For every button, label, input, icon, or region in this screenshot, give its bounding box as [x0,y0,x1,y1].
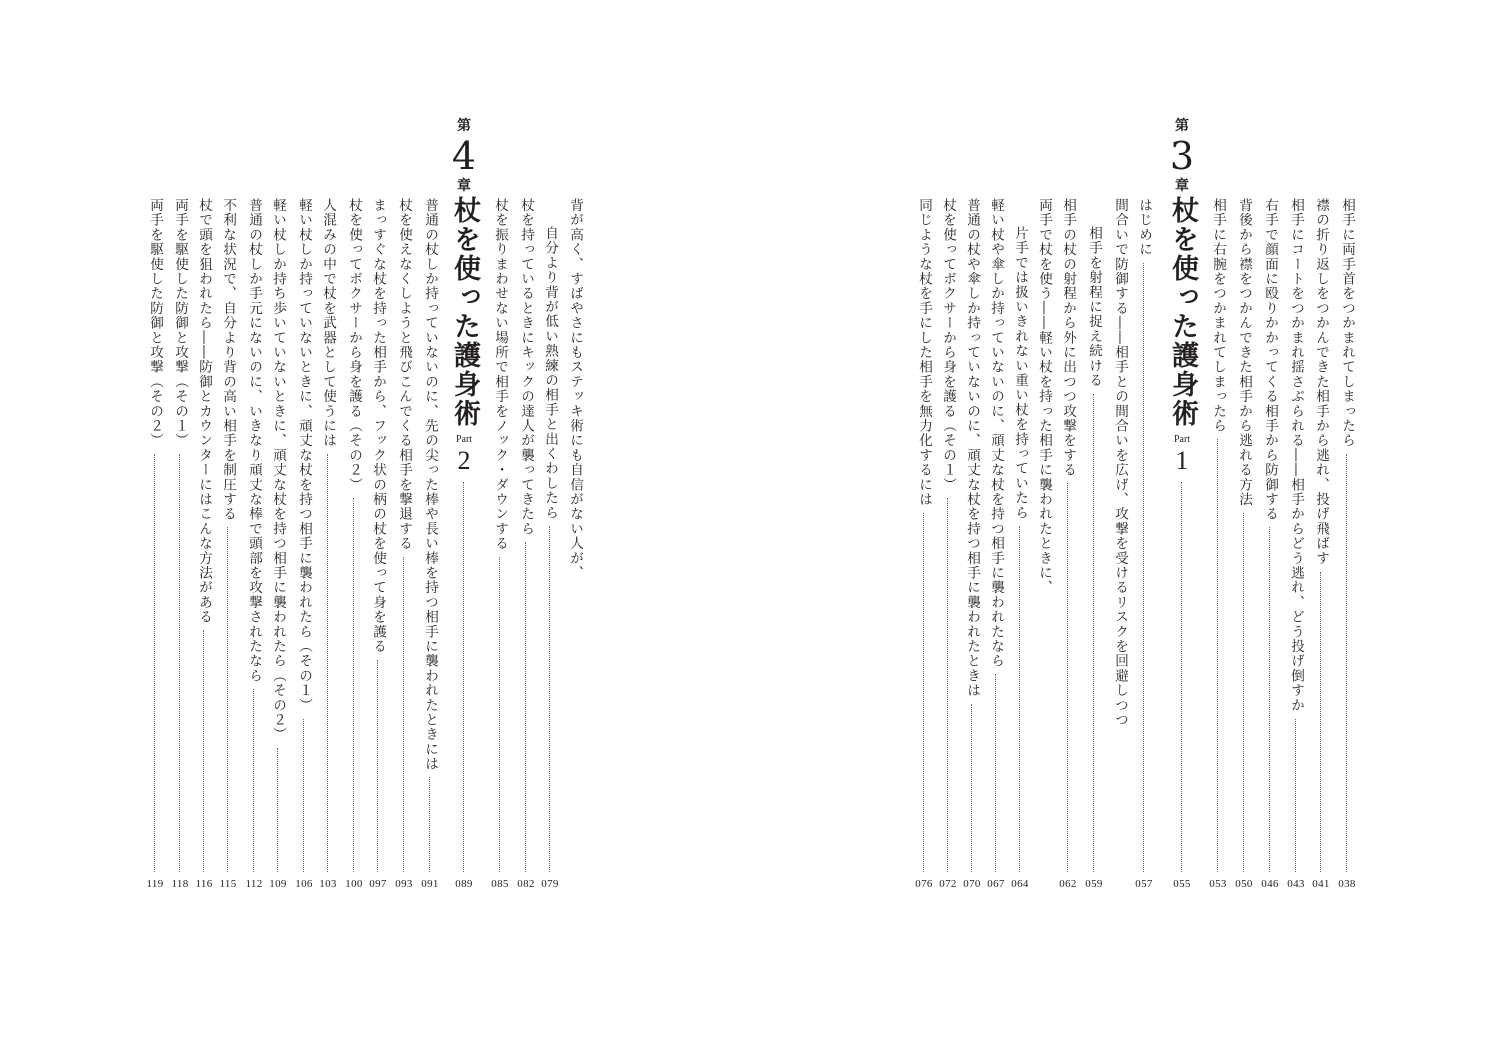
toc-entry[interactable] [192,0,216,890]
entry-title: 相手の杖の射程から外に出つつ攻撃をする [1060,198,1076,478]
entry-title: 普通の杖しか持っていないのに、先の尖った棒や長い棒を持つ相手に襲われたときには [422,198,438,772]
entry-title: 相手に両手首をつかまれてしまったら [1339,198,1355,448]
chapter-number: 3 [1169,134,1195,178]
entry-title: 襟の折り返しをつかんできた相手から逃れ、投げ飛ばす [1313,198,1329,566]
dot-leader [923,513,924,872]
entry-title: 両手で杖を使う――軽い杖を持った相手に襲われたときに、 [1036,198,1052,595]
page-number: 076 [915,878,933,890]
page-number: 091 [421,878,439,890]
toc-entry[interactable] [1258,0,1282,890]
toc-entry[interactable] [912,0,936,890]
page-number: 050 [1235,878,1253,890]
toc-entry[interactable] [1206,0,1230,890]
page-number: 106 [295,878,313,890]
page-number: 079 [541,878,559,890]
entry-title: 間合いで防御する――相手との間合いを広げ、攻撃を受けるリスクを回避しつつ [1112,198,1128,728]
dot-leader [179,454,180,872]
toc-page-chapter-3 [900,0,1360,1056]
dot-leader [947,498,948,872]
entry-title: 同じような杖を手にした相手を無力化するには [916,198,932,507]
entry-title: 杖を使ってボクサーから身を護る（その１） [940,198,956,492]
entry-title: 杖で頭を狙われたら――防御とカウンターにはこんな方法がある [196,198,212,625]
entry-title: 不利な状況で、自分より背の高い相手を制圧する [220,198,236,522]
page-number: 116 [195,878,213,890]
dot-leader [377,660,378,872]
dot-leader [463,482,464,872]
toc-entry[interactable] [1284,0,1308,890]
toc-entry[interactable] [292,0,316,890]
toc-entry[interactable] [143,0,167,890]
chapter-prefix: 第 [457,118,471,134]
dot-leader [403,557,404,872]
page-number: 053 [1209,878,1227,890]
entry-title: 相手に右腕をつかまれてしまったら [1210,198,1226,434]
page-number: 062 [1059,878,1077,890]
entry-title: 軽い杖しか持ち歩いていないときに、頑丈な杖を持つ相手に襲われたら（その２） [270,198,286,742]
entry-title: 杖を振りまわせない場所で相手をノック・ダウンする [492,198,508,551]
toc-entry[interactable] [418,0,442,890]
page-number: 064 [1011,878,1029,890]
part-number: 2 [457,446,471,475]
entry-title: 杖を使えなくしようと飛びこんでくる相手を撃退する [396,198,412,551]
toc-entry[interactable] [392,0,416,890]
page-number: 057 [1135,878,1153,890]
toc-entry[interactable] [1056,0,1080,890]
page-number: 067 [987,878,1005,890]
dot-leader [1019,526,1020,872]
dot-leader [1346,454,1347,872]
page-number: 119 [146,878,164,890]
entry-title: 片手では扱いきれない重い杖を持っていたら [1012,226,1028,520]
dot-leader [303,719,304,873]
toc-entry[interactable] [216,0,240,890]
toc-entry[interactable] [488,0,512,890]
page-number: 070 [963,878,981,890]
dot-leader [327,454,328,872]
dot-leader [277,748,278,872]
toc-entry[interactable] [1008,0,1032,890]
chapter-prefix: 第 [1175,118,1189,134]
dot-leader [1217,439,1218,872]
dot-leader [1067,483,1068,872]
page-number: 046 [1261,878,1279,890]
part-marker [444,434,484,476]
entry-title: 人混みの中で杖を武器として使うには [320,198,336,448]
chapter-number: 4 [451,134,477,178]
entry-title: 普通の杖や傘しか持っていないのに、頑丈な杖を持つ相手に襲われたときは [964,198,980,698]
part-title: 杖を使った護身術 [449,196,480,428]
entry-title: 背が高く、すばやさにもステッキ術にも自信がない人が、 [567,198,583,581]
toc-entry[interactable] [168,0,192,890]
dot-leader [499,557,500,872]
toc-entry[interactable] [563,0,587,890]
toc-page-chapter-4 [130,0,590,1056]
dot-leader [227,527,228,872]
entry-title: 軽い杖や傘しか持っていないのに、頑丈な杖を持つ相手に襲われたなら [988,198,1004,669]
page-number: 093 [395,878,413,890]
page-number: 055 [1173,878,1191,890]
dot-leader [1181,482,1182,872]
page-number: 089 [455,878,473,890]
part-marker [1162,434,1202,476]
page-number: 112 [245,878,263,890]
page-number: 043 [1287,878,1305,890]
dot-leader [1295,719,1296,873]
entry-title: 背後から襟をつかんできた相手から逃れる方法 [1236,198,1252,507]
part-label: Part [1173,434,1191,445]
dot-leader [995,674,996,872]
toc-part-heading[interactable] [1162,0,1202,890]
entry-title: 杖を持っているときにキックの達人が襲ってきたら [518,198,534,537]
page-number: 038 [1338,878,1356,890]
toc-entry[interactable] [316,0,340,890]
toc-entry[interactable] [342,0,366,890]
toc-entry[interactable] [242,0,266,890]
page-number: 109 [269,878,287,890]
toc-entry[interactable] [1232,0,1256,890]
entry-title: 右手で顔面に殴りかかってくる相手から防御する [1262,198,1278,522]
entry-title: 両手を駆使した防御と攻撃（その２） [147,198,163,448]
page-number: 041 [1312,878,1330,890]
dot-leader [1243,513,1244,872]
entry-title: 自分より背が低い熟練の相手と出くわしたら [542,226,558,520]
dot-leader [525,542,526,872]
dot-leader [1269,527,1270,872]
toc-entry[interactable] [1335,0,1359,890]
page-number: 097 [369,878,387,890]
page-number: 103 [319,878,337,890]
toc-entry[interactable] [1309,0,1333,890]
page-number: 118 [171,878,189,890]
dot-leader [549,526,550,872]
toc-part-heading[interactable] [444,0,484,890]
dot-leader [971,704,972,872]
part-title: 杖を使った護身術 [1167,196,1198,428]
toc-entry[interactable] [1108,0,1132,890]
entry-title: 軽い杖しか持っていないときに、頑丈な杖を持つ相手に襲われたら（その１） [296,198,312,713]
page-number: 072 [939,878,957,890]
toc-entry[interactable] [1032,0,1056,890]
toc-entry[interactable] [266,0,290,890]
dot-leader [353,498,354,872]
chapter-suffix: 章 [1175,178,1189,194]
toc-entry[interactable] [514,0,538,890]
toc-entry[interactable] [960,0,984,890]
dot-leader [203,630,204,872]
dot-leader [154,454,155,872]
page-number: 082 [517,878,535,890]
page-number: 115 [219,878,237,890]
entry-title: はじめに [1136,198,1152,257]
toc-entry[interactable] [1082,0,1106,890]
dot-leader [429,777,430,872]
dot-leader [253,689,254,872]
toc-entry[interactable] [1132,0,1156,890]
entry-title: 両手を駆使した防御と攻撃（その１） [172,198,188,448]
part-number: 1 [1175,446,1189,475]
dot-leader [1093,394,1094,872]
page-number: 085 [491,878,509,890]
entry-title: 杖を使ってボクサーから身を護る（その２） [346,198,362,492]
toc-entry[interactable] [984,0,1008,890]
entry-title: 普通の杖しか手元にないのに、いきなり頑丈な棒で頭部を攻撃されたなら [246,198,262,684]
toc-entry[interactable] [936,0,960,890]
part-label: Part [455,434,473,445]
chapter-suffix: 章 [457,178,471,194]
entry-title: 相手にコートをつかまれ揺さぶられる――相手からどう逃れ、どう投げ倒すか [1288,198,1304,713]
toc-entry[interactable] [538,0,562,890]
dot-leader [1320,572,1321,873]
dot-leader [1143,263,1144,872]
entry-title: 相手を射程に捉え続ける [1086,226,1102,388]
page-number: 059 [1085,878,1103,890]
page-number: 100 [345,878,363,890]
entry-title: まっすぐな杖を持った相手から、フック状の柄の杖を使って身を護る [370,198,386,654]
toc-entry[interactable] [366,0,390,890]
